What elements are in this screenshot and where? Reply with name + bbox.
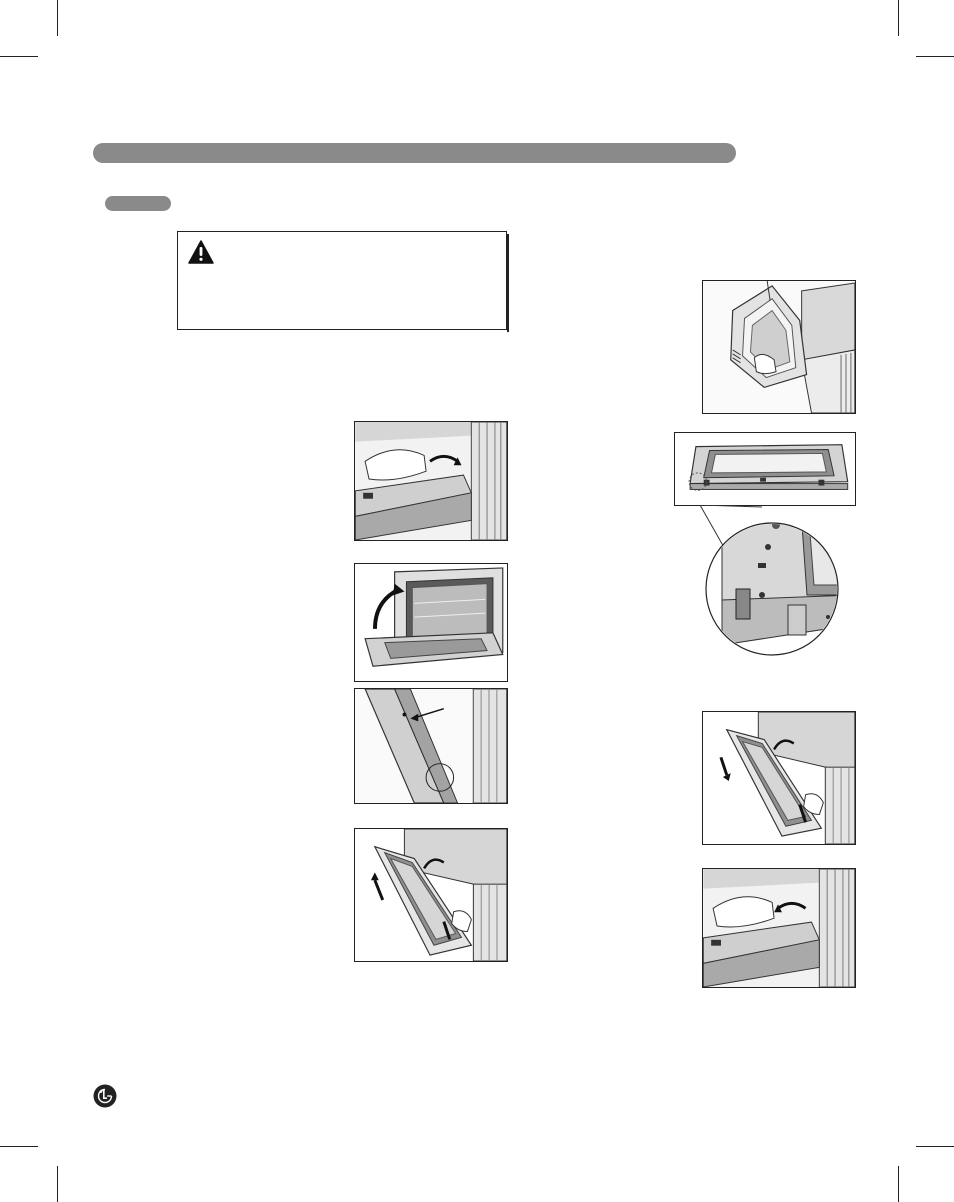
oven-open-door-illustration bbox=[355, 564, 507, 681]
crop-mark-top-right-v bbox=[898, 0, 899, 36]
fig-door-inner-panel bbox=[674, 432, 856, 506]
crop-mark-top-left-v bbox=[57, 0, 58, 36]
warning-triangle-icon bbox=[188, 240, 214, 264]
door-reinstall-illustration bbox=[703, 712, 855, 844]
section-title-bar bbox=[93, 143, 736, 163]
subsection-label-pill bbox=[105, 196, 171, 211]
hinge-lock-illustration bbox=[355, 422, 507, 540]
door-remove-illustration bbox=[355, 829, 507, 961]
fig-door-reinstall bbox=[702, 711, 856, 845]
crop-mark-bottom-right-h bbox=[916, 1146, 954, 1147]
crop-mark-top-left-h bbox=[0, 56, 38, 57]
fig-hinge-lock-left bbox=[354, 421, 508, 541]
fig-door-top-removed bbox=[702, 280, 856, 414]
fig-door-lift-left bbox=[354, 828, 508, 962]
hinge-magnified-illustration bbox=[692, 505, 852, 657]
fig-door-hinge-detail bbox=[692, 505, 852, 657]
fig-hinge-slot bbox=[354, 688, 508, 804]
crop-mark-bottom-left-h bbox=[0, 1146, 38, 1147]
hinge-slot-illustration bbox=[355, 689, 507, 803]
lg-logo-icon bbox=[93, 1084, 117, 1108]
oven-door-lift-illustration bbox=[703, 281, 855, 413]
fig-hinge-lock-right bbox=[702, 868, 856, 988]
crop-mark-top-right-h bbox=[916, 56, 954, 57]
crop-mark-bottom-right-v bbox=[898, 1166, 899, 1202]
caution-box bbox=[177, 231, 507, 330]
fig-oven-door-open bbox=[354, 563, 508, 682]
door-panel-illustration bbox=[675, 433, 855, 505]
crop-mark-bottom-left-v bbox=[57, 1166, 58, 1202]
hinge-lock-illustration bbox=[703, 869, 855, 987]
